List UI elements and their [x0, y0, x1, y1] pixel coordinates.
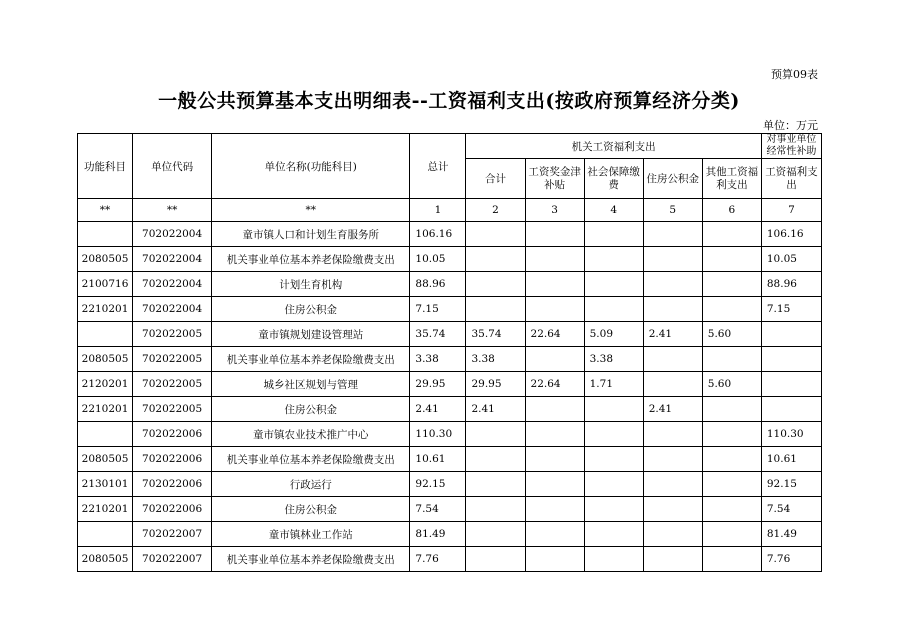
housing-fund-cell: [643, 347, 702, 372]
index-cell: 5: [643, 199, 702, 222]
unit-code-cell: 702022004: [133, 297, 212, 322]
header-housing-fund: 住房公积金: [643, 159, 702, 199]
table-row: [78, 297, 822, 322]
inst-wage-cell: [761, 322, 821, 347]
wage-bonus-cell: [525, 547, 584, 572]
social-ins-cell: [584, 547, 643, 572]
table-row: [78, 422, 822, 447]
func-code-cell: 2210201: [78, 397, 133, 422]
total-cell: 92.15: [410, 472, 466, 497]
subtotal-cell: [466, 247, 525, 272]
table-row: [78, 522, 822, 547]
social-ins-cell: [584, 222, 643, 247]
subtotal-cell: 3.38: [466, 347, 525, 372]
subtotal-cell: [466, 447, 525, 472]
inst-wage-cell: [761, 347, 821, 372]
housing-fund-cell: [643, 372, 702, 397]
wage-bonus-cell: [525, 297, 584, 322]
unit-name-cell: 计划生育机构: [212, 272, 410, 297]
housing-fund-cell: [643, 547, 702, 572]
social-ins-cell: 5.09: [584, 322, 643, 347]
unit-name-cell: 行政运行: [212, 472, 410, 497]
wage-bonus-cell: [525, 497, 584, 522]
wage-bonus-cell: [525, 422, 584, 447]
index-cell: 7: [761, 199, 821, 222]
unit-code-cell: 702022007: [133, 522, 212, 547]
func-code-cell: 2080505: [78, 447, 133, 472]
table-row: [78, 547, 822, 572]
wage-bonus-cell: [525, 272, 584, 297]
unit-code-cell: 702022005: [133, 372, 212, 397]
header-unit-code: 单位代码: [133, 134, 212, 199]
unit-name-cell: 童市镇规划建设管理站: [212, 322, 410, 347]
subtotal-cell: [466, 297, 525, 322]
subtotal-cell: 2.41: [466, 397, 525, 422]
other-wage-cell: 5.60: [702, 322, 761, 347]
inst-wage-cell: 81.49: [761, 522, 821, 547]
func-code-cell: [78, 322, 133, 347]
unit-code-cell: 702022005: [133, 347, 212, 372]
wage-bonus-cell: [525, 397, 584, 422]
total-cell: 106.16: [410, 222, 466, 247]
unit-code-cell: 702022004: [133, 247, 212, 272]
func-code-cell: 2130101: [78, 472, 133, 497]
index-cell: **: [212, 199, 410, 222]
total-cell: 7.15: [410, 297, 466, 322]
table-row: [78, 447, 822, 472]
total-cell: 7.76: [410, 547, 466, 572]
index-cell: **: [133, 199, 212, 222]
inst-wage-cell: 110.30: [761, 422, 821, 447]
unit-name-cell: 住房公积金: [212, 497, 410, 522]
social-ins-cell: [584, 447, 643, 472]
housing-fund-cell: 2.41: [643, 397, 702, 422]
subtotal-cell: [466, 497, 525, 522]
total-cell: 10.61: [410, 447, 466, 472]
index-cell: 3: [525, 199, 584, 222]
index-cell: 6: [702, 199, 761, 222]
wage-bonus-cell: [525, 222, 584, 247]
other-wage-cell: [702, 397, 761, 422]
subtotal-cell: [466, 272, 525, 297]
subtotal-cell: [466, 422, 525, 447]
wage-bonus-cell: [525, 472, 584, 497]
inst-wage-cell: 7.76: [761, 547, 821, 572]
other-wage-cell: 5.60: [702, 372, 761, 397]
unit-code-cell: 702022006: [133, 422, 212, 447]
inst-wage-cell: 10.61: [761, 447, 821, 472]
total-cell: 2.41: [410, 397, 466, 422]
header-social-ins: 社会保障缴费: [584, 159, 643, 199]
housing-fund-cell: [643, 297, 702, 322]
func-code-cell: 2100716: [78, 272, 133, 297]
table-row: [78, 247, 822, 272]
func-code-cell: [78, 222, 133, 247]
table-row: [78, 322, 822, 347]
func-code-cell: 2080505: [78, 347, 133, 372]
inst-wage-cell: [761, 372, 821, 397]
header-other-wage: 其他工资福利支出: [702, 159, 761, 199]
unit-name-cell: 机关事业单位基本养老保险缴费支出: [212, 247, 410, 272]
subtotal-cell: [466, 472, 525, 497]
unit-code-cell: 702022006: [133, 497, 212, 522]
func-code-cell: [78, 522, 133, 547]
housing-fund-cell: [643, 497, 702, 522]
subtotal-cell: [466, 547, 525, 572]
unit-code-cell: 702022005: [133, 397, 212, 422]
header-org-group: 机关工资福利支出: [466, 134, 761, 159]
index-cell: 1: [410, 199, 466, 222]
wage-bonus-cell: 22.64: [525, 372, 584, 397]
index-cell: 2: [466, 199, 525, 222]
housing-fund-cell: 2.41: [643, 322, 702, 347]
unit-name-cell: 童市镇林业工作站: [212, 522, 410, 547]
unit-name-cell: 机关事业单位基本养老保险缴费支出: [212, 347, 410, 372]
total-cell: 110.30: [410, 422, 466, 447]
inst-wage-cell: 88.96: [761, 272, 821, 297]
table-row: [78, 472, 822, 497]
table-row: [78, 397, 822, 422]
social-ins-cell: [584, 272, 643, 297]
unit-code-cell: 702022007: [133, 547, 212, 572]
other-wage-cell: [702, 347, 761, 372]
housing-fund-cell: [643, 272, 702, 297]
unit-name-cell: 童市镇人口和计划生育服务所: [212, 222, 410, 247]
unit-name-cell: 住房公积金: [212, 297, 410, 322]
total-cell: 35.74: [410, 322, 466, 347]
social-ins-cell: [584, 422, 643, 447]
func-code-cell: 2080505: [78, 547, 133, 572]
inst-wage-cell: 7.54: [761, 497, 821, 522]
budget-table: [77, 133, 822, 572]
social-ins-cell: [584, 497, 643, 522]
housing-fund-cell: [643, 247, 702, 272]
other-wage-cell: [702, 522, 761, 547]
header-wage-bonus: 工资奖金津补贴: [525, 159, 584, 199]
unit-label: 单位：万元: [763, 119, 818, 132]
social-ins-cell: [584, 297, 643, 322]
index-cell: 4: [584, 199, 643, 222]
unit-name-cell: 住房公积金: [212, 397, 410, 422]
inst-wage-cell: [761, 397, 821, 422]
unit-name-cell: 机关事业单位基本养老保险缴费支出: [212, 547, 410, 572]
subtotal-cell: 29.95: [466, 372, 525, 397]
other-wage-cell: [702, 297, 761, 322]
social-ins-cell: [584, 522, 643, 547]
wage-bonus-cell: 22.64: [525, 322, 584, 347]
unit-name-cell: 童市镇农业技术推广中心: [212, 422, 410, 447]
unit-name-cell: 城乡社区规划与管理: [212, 372, 410, 397]
total-cell: 7.54: [410, 497, 466, 522]
housing-fund-cell: [643, 447, 702, 472]
subtotal-cell: 35.74: [466, 322, 525, 347]
unit-name-cell: 机关事业单位基本养老保险缴费支出: [212, 447, 410, 472]
housing-fund-cell: [643, 222, 702, 247]
table-row: [78, 272, 822, 297]
func-code-cell: 2210201: [78, 497, 133, 522]
other-wage-cell: [702, 247, 761, 272]
inst-wage-cell: 106.16: [761, 222, 821, 247]
func-code-cell: 2210201: [78, 297, 133, 322]
other-wage-cell: [702, 547, 761, 572]
inst-wage-cell: 92.15: [761, 472, 821, 497]
header-total: 总计: [410, 134, 466, 199]
header-func-code: 功能科目: [78, 134, 133, 199]
housing-fund-cell: [643, 422, 702, 447]
other-wage-cell: [702, 447, 761, 472]
social-ins-cell: [584, 472, 643, 497]
wage-bonus-cell: [525, 447, 584, 472]
other-wage-cell: [702, 222, 761, 247]
table-row: [78, 372, 822, 397]
wage-bonus-cell: [525, 347, 584, 372]
inst-wage-cell: 7.15: [761, 297, 821, 322]
other-wage-cell: [702, 422, 761, 447]
header-subtotal: 合计: [466, 159, 525, 199]
unit-code-cell: 702022004: [133, 222, 212, 247]
social-ins-cell: 1.71: [584, 372, 643, 397]
subtotal-cell: [466, 522, 525, 547]
unit-code-cell: 702022004: [133, 272, 212, 297]
total-cell: 81.49: [410, 522, 466, 547]
inst-wage-cell: 10.05: [761, 247, 821, 272]
func-code-cell: 2080505: [78, 247, 133, 272]
unit-code-cell: 702022006: [133, 472, 212, 497]
form-code: 预算09表: [771, 68, 818, 81]
wage-bonus-cell: [525, 522, 584, 547]
other-wage-cell: [702, 472, 761, 497]
other-wage-cell: [702, 272, 761, 297]
page-title: 一般公共预算基本支出明细表--工资福利支出(按政府预算经济分类): [158, 90, 740, 112]
table-row: [78, 222, 822, 247]
total-cell: 10.05: [410, 247, 466, 272]
header-inst-wage: 工资福利支出: [761, 159, 821, 199]
unit-code-cell: 702022005: [133, 322, 212, 347]
unit-code-cell: 702022006: [133, 447, 212, 472]
table-row: [78, 347, 822, 372]
social-ins-cell: [584, 397, 643, 422]
housing-fund-cell: [643, 522, 702, 547]
total-cell: 29.95: [410, 372, 466, 397]
func-code-cell: [78, 422, 133, 447]
total-cell: 88.96: [410, 272, 466, 297]
housing-fund-cell: [643, 472, 702, 497]
social-ins-cell: 3.38: [584, 347, 643, 372]
index-cell: **: [78, 199, 133, 222]
table-row: [78, 497, 822, 522]
header-inst-subsidy-group: 对事业单位经常性补助: [761, 134, 821, 159]
wage-bonus-cell: [525, 247, 584, 272]
header-unit-name: 单位名称(功能科目): [212, 134, 410, 199]
subtotal-cell: [466, 222, 525, 247]
total-cell: 3.38: [410, 347, 466, 372]
func-code-cell: 2120201: [78, 372, 133, 397]
social-ins-cell: [584, 247, 643, 272]
other-wage-cell: [702, 497, 761, 522]
